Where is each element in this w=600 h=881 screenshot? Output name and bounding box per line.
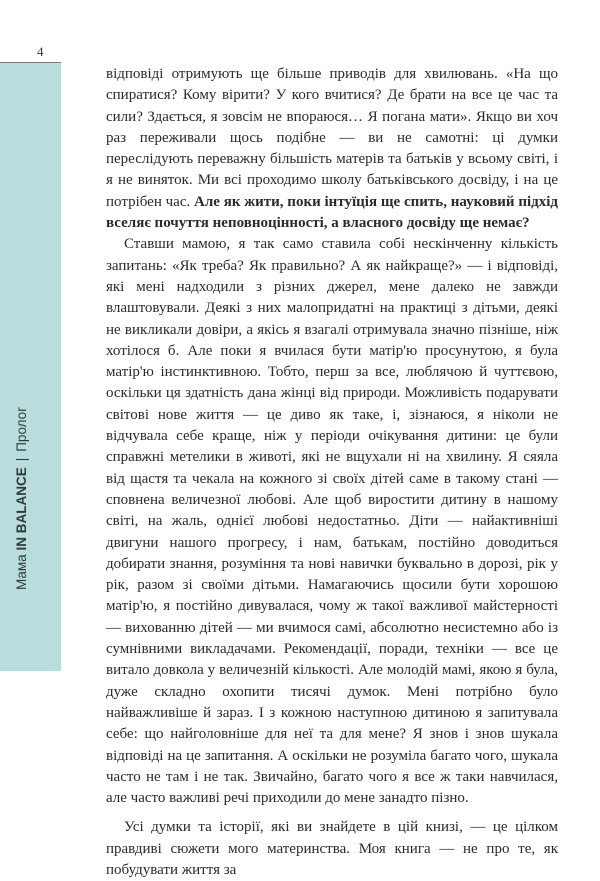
side-band bbox=[0, 63, 61, 671]
paragraph bbox=[106, 64, 558, 234]
running-title-separator: | bbox=[14, 457, 29, 462]
paragraph: Усі думки та історії, які ви знайдете в цій книзі, — це цілком правдиві сюжети мого материнства. Моя книга — не про те, як побудувати життя за bbox=[106, 819, 558, 878]
page-number: 4 bbox=[37, 44, 44, 59]
running-title-prefix: Мама bbox=[14, 554, 29, 590]
paragraph-text: відповіді отримують ще більше приводів для хвилювань. «На що спиратися? Кому вірити? У кого вчитися? Де брати на все це час та сили? Здається, я зовсім не впораюся… Я погана мати». Якщо ви хоч раз переживали щось подібне — ви не самотні: ці думки переслідують переважну більшість матерів та батьків у всьому світі, і я не виняток. Ми всі проходимо школу батьківського досвіду, і на це потрібен час. bbox=[106, 66, 558, 210]
running-title-brand: IN BALANCE bbox=[14, 467, 29, 551]
running-title-section: Пролог bbox=[14, 406, 29, 452]
paragraph: Ставши мамою, я так само ставила собі нескінченну кількість запитань: «Як треба? Як правильно? А як найкраще?» — і відповіді, які мені надходили з різних джерел, мене далеко не завжди влаштовували. Деякі з них малопридатні на практиці з дітьми, деякі не викликали довіри, а якісь я взагалі отримувала значно пізніше, ніж хотілося б. Але поки я вчилася бути матір'ю просунутою, я була матір'ю інстинктивною. Тобто, перш за все, люблячою й чуттєвою, оскільки ця здатність дана жінці від природи. Можливість подарувати світові нове життя — це диво як таке, і, зізнаюся, я ніколи не відчувала себе краще, ніж у періоди очікування дитини: це були справжні метелики в животі, які не вщухали ні на хвилину. Я сяяла від щастя та чекала на кожного зі своїх дітей саме в такому стані — сповнена величезної любові. Але щоб виростити дитину в нашому світі, на жаль, однієї любові недостатньо. Діти — найактивніші двигуни нашого прогресу, і нам, батькам, постійно доводиться добирати знання, розуміння та нові навички буквально в дорозі, рік у рік, разом зі своїми дітьми. Намагаючись щосили бути хорошою матір'ю, я постійно дивувалася, чому ж такої важливої майстерності — вихованню дітей — ми вчимося самі, абсолютно несистемно або із сумнівними викладачами. Рекомендації, поради, техніки — все це витало довкола у величезній кількості. Але молодій мамі, якою я була, дуже складно охопити тисячі думок. Мені потрібно було найважливіше й зараз. І з кожною наступною дитиною я запитувала себе: що найголовніше для неї та для мене? Я знов і знов шукала відповіді на це запитання. А оскільки не розуміла багато чого, шукала часто не там і не так. Звичайно, багато чого я все ж таки навчилася, але часто важливі речі приходили до мене занадто пізно. bbox=[106, 236, 558, 807]
paragraph-bold-text: Але як жити, поки інтуїція ще спить, науковий підхід вселяє почуття неповноцінності, а власного досвіду ще немає? bbox=[106, 193, 559, 232]
body-text bbox=[106, 64, 558, 881]
running-title bbox=[14, 0, 75, 590]
